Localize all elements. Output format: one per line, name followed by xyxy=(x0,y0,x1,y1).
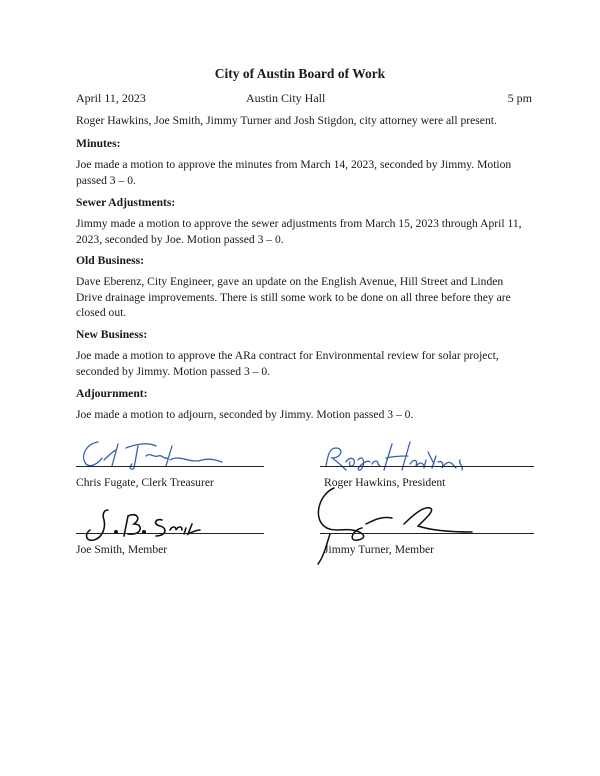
section-heading-new-business: New Business: xyxy=(76,328,148,341)
signature-line-roger-hawkins xyxy=(320,466,534,467)
meeting-location: Austin City Hall xyxy=(246,91,326,105)
meeting-date: April 11, 2023 xyxy=(76,91,146,105)
signature-name-roger-hawkins: Roger Hawkins, President xyxy=(324,476,446,489)
section-heading-sewer-adjustments: Sewer Adjustments: xyxy=(76,196,176,209)
attendance-paragraph: Roger Hawkins, Joe Smith, Jimmy Turner and Josh Stigdon, city attorney were all present. xyxy=(76,114,497,127)
signature-jimmy-turner xyxy=(300,484,490,570)
signature-line-chris-fugate xyxy=(76,466,264,467)
signature-name-chris-fugate: Chris Fugate, Clerk Treasurer xyxy=(76,476,214,489)
section-body-new-business: Joe made a motion to approve the ARa contract for Environmental review for solar project, seconded by Jimmy. Motion passed 3 – 0. xyxy=(76,349,499,378)
signature-line-jimmy-turner xyxy=(320,533,534,534)
section-body-sewer-adjustments: Jimmy made a motion to approve the sewer adjustments from March 15, 2023 through April 11, 2023, seconded by Joe. Motion passed 3 – 0. xyxy=(76,217,522,246)
signature-line-joe-smith xyxy=(76,533,264,534)
meeting-time: 5 pm xyxy=(507,91,532,105)
section-heading-old-business: Old Business: xyxy=(76,254,144,267)
section-heading-minutes: Minutes: xyxy=(76,137,121,150)
section-body-adjournment: Joe made a motion to adjourn, seconded by Jimmy. Motion passed 3 – 0. xyxy=(76,408,414,421)
signature-name-joe-smith: Joe Smith, Member xyxy=(76,543,168,556)
meeting-dateline xyxy=(76,91,532,107)
section-body-old-business: Dave Eberenz, City Engineer, gave an update on the English Avenue, Hill Street and Linden Drive drainage improvements. There is still some work to be done on all three before they are closed out. xyxy=(76,275,511,319)
section-body-minutes: Joe made a motion to approve the minutes from March 14, 2023, seconded by Jimmy. Motion passed 3 – 0. xyxy=(76,158,512,187)
document-title: City of Austin Board of Work xyxy=(214,66,386,81)
signature-roger-hawkins xyxy=(320,440,470,474)
section-heading-adjournment: Adjournment: xyxy=(76,387,148,400)
signature-name-jimmy-turner: Jimmy Turner, Member xyxy=(324,543,434,556)
signature-joe-smith xyxy=(76,506,206,546)
